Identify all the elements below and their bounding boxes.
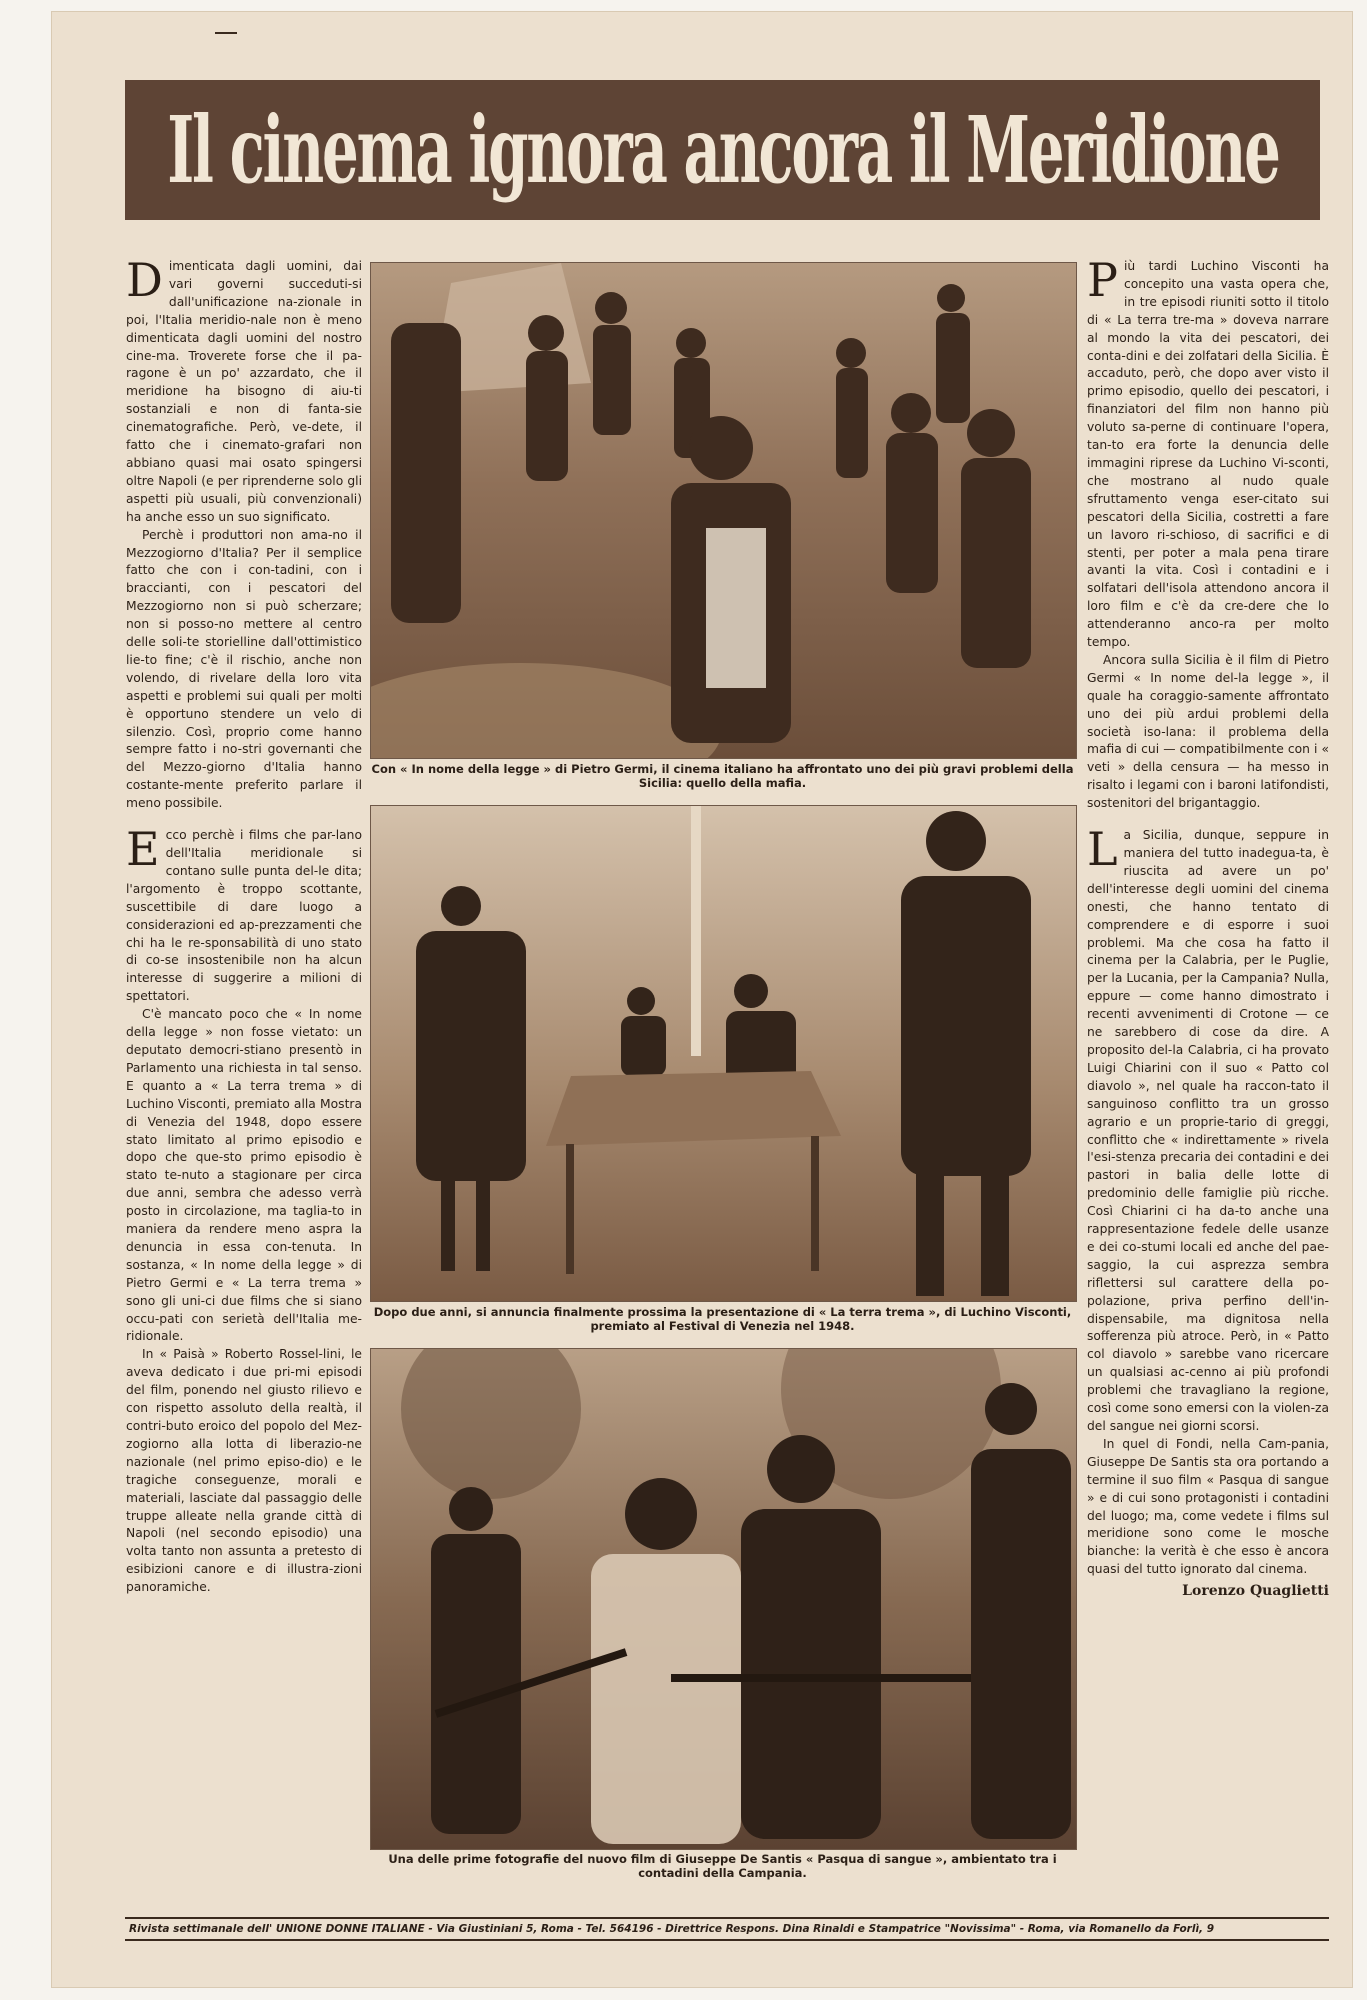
photo-caption: Dopo due anni, si annuncia finalmente prossima la presentazione di « La terra trema », di Luchino Visconti, premiato al Festival di Venezia nel 1948. [373, 1305, 1072, 1333]
photo-caption: Con « In nome della legge » di Pietro Germi, il cinema italiano ha affrontato uno dei più gravi problemi della Sicilia: quello della mafia. [371, 762, 1074, 790]
article-paragraph: Ancora sulla Sicilia è il film di Pietro Germi « In nome del-la legge », il quale ha coraggio-samente affrontato uno dei più ardui problemi della società iso-lana: il problema della mafia di cui — compatibilmente con i « veti » della censura — ha messo in risalto i legami con i baroni latifondisti, sostenitori del brigantaggio. [1087, 652, 1329, 811]
publication-footer: Rivista settimanale dell' UNIONE DONNE ITALIANE - Via Giustiniani 5, Roma - Tel. 564196 - Direttrice Respons. Dina Rinaldi e Stampatrice "Novissima" - Roma, via Romanello da Forlì, 9 [125, 1917, 1329, 1941]
article-paragraph: Ecco perchè i films che par-lano dell'Italia meridionale si contano sulle punta del-le dita; l'argomento è troppo scottante, suscettibile di dare luogo a considerazioni ed ap-prezzamenti che chi ha le re-sponsabilità di uno stato di co-se insostenibile non ha alcun interesse di suggerire a milioni di spettatori. [126, 822, 362, 1004]
drop-cap: D [126, 253, 163, 307]
left-article-column [126, 253, 362, 1597]
photo-caption: Una delle prime fotografie del nuovo film di Giuseppe De Santis « Pasqua di sangue », ambientato tra i contadini della Campania. [388, 1852, 1057, 1880]
article-paragraph: Perchè i produttori non ama-no il Mezzogiorno d'Italia? Per il semplice fatto che con i con-tadini, con i braccianti, con i pescatori del Mezzogiorno non si può scherzare; non si posso-no mettere al centro delle soli-te storielline dall'ottimistico lie-to fine; c'è il rischio, anche non volendo, di rivelare della loro vita aspetti e problemi sui quali per molti è opportuno stendere un velo di silenzio. Così, proprio come hanno sempre fatto i no-stri governanti che del Mezzo-giorno d'Italia hanno costante-mente preferito parlare il meno possibile. [126, 527, 362, 811]
article-paragraph: Più tardi Luchino Visconti ha concepito una vasta opera che, in tre episodi riuniti sotto il titolo di « La terra tre-ma » doveva narrare al mondo la vita dei pescatori, dei conta-dini e dei zolfatari della Sicilia. È accaduto, però, che dopo aver visto il primo episodio, quello dei pescatori, i finanziatori del film non hanno più voluto sa-perne di continuare l'opera, tan-to era forte la denuncia delle immagini riprese da Luchino Vi-sconti, che mostrano al nudo quale sfruttamento venga eser-citato sui pescatori della Sicilia, costretti a fare un lavoro ri-schioso, di sacrifici e di stenti, per poter a mala pena tirare avanti la vita. Così i contadini e i solfatari dell'isola attendono ancora il loro film e c'è da cre-dere che lo attenderanno anco-ra per molto tempo. [1087, 253, 1329, 650]
drop-cap: L [1087, 822, 1118, 877]
drop-cap: E [126, 822, 160, 877]
page-title: Il cinema ignora ancora il Meridione [166, 96, 1279, 204]
photo-in-nome-della-legge [370, 262, 1077, 759]
author-byline: Lorenzo Quaglietti [1182, 1583, 1329, 1600]
right-article-column [1087, 253, 1329, 1601]
drop-cap: P [1087, 253, 1118, 307]
photo-la-terra-trema [370, 805, 1077, 1302]
article-paragraph: In quel di Fondi, nella Cam-pania, Giuseppe De Santis sta ora portando a termine il suo film « Pasqua di sangue » e di cui sono protagonisti i contadini del luogo; ma, come vedete i films sul meridione sono come le mosche bianche: la verità è che esso è ancora quasi del tutto ignorato dal cinema. [1087, 1436, 1329, 1577]
article-paragraph: C'è mancato poco che « In nome della legge » non fosse vietato: un deputato democri-stiano presentò in Parlamento una richiesta in tal senso. E quanto a « La terra trema » di Luchino Visconti, premiato alla Mostra di Venezia del 1948, dopo essere stato limitato al primo episodio e dopo che que-sto primo episodio è stato te-nuto a stagionare per circa due anni, sembra che adesso verrà posto in circolazione, ma taglia-to in maniera da rendere meno aspra la denuncia in essa con-tenuta. In sostanza, « In nome della legge » di Pietro Germi e « La terra trema » sono gli uni-ci due films che si siano occu-pati con serietà dell'Italia me-ridionale. [126, 1007, 362, 1344]
article-paragraph: Dimenticata dagli uomini, dai vari governi succeduti-si dall'unificazione na-zionale in poi, l'Italia meridio-nale non è meno dimenticata dagli uomini del nostro cine-ma. Troverete forse che il pa-ragone è un po' azzardato, che il meridione ha bisogno di aiu-ti sostanziali e non di fanta-sie cinematografiche. Però, ve-dete, il fatto che i cinemato-grafari non abbiano quasi mai osato spingersi oltre Napoli (e per riprenderne solo gli aspetti più usuali, più convenzionali) ha anche esso un suo significato. [126, 253, 362, 524]
article-paragraph: In « Paisà » Roberto Rossel-lini, le aveva dedicato i due pri-mi episodi del film, ponendo nel giusto rilievo e con rispetto assoluto della realtà, il contri-buto eroico del popolo del Mez-zogiorno alla lotta di liberazio-ne nazionale (nel primo episo-dio) e le tragiche conseguenze, morali e materiali, lasciate dal passaggio delle truppe alleate nella grande città di Napoli (nel secondo episodio) una volta tanto non assunta a pretesto di esibizioni canore e di illustra-zioni panoramiche. [126, 1347, 362, 1595]
headline-banner [125, 80, 1320, 220]
article-paragraph: La Sicilia, dunque, seppure in maniera del tutto inadegua-ta, è riuscita ad avere un po' dell'interesse degli uomini del cinema onesti, che hanno tentato di comprendere e di esporre i suoi problemi. Ma che cosa ha fatto il cinema per la Calabria, per le Puglie, per la Lucania, per la Campania? Nulla, eppure — come hanno dimostrato i recenti avvenimenti di Crotone — ce ne sarebbero di cose da dire. A proposito del-la Calabria, ci ha provato Luigi Chiarini con il suo « Patto col diavolo », nel quale ha raccon-tato il sanguinoso conflitto tra un grosso agrario e un proprie-tario di greggi, conflitto che « indirettamente » rivela l'esi-stenza precaria dei contadini e dei pastori in balia delle lotte di predominio delle famiglie più ricche. Così Chiarini ci ha da-to anche una rappresentazione fedele delle usanze e dei co-stumi locali ed anche del pae-saggio, la cui asprezza sembra riflettersi sul carattere della po-polazione, priva perfino dell'in-dispensabile, ma dignitosa nella sofferenza più atroce. Però, in « Patto col diavolo » sarebbe vano ricercare un qualsiasi ac-cenno ai più profondi problemi che travagliano la regione, così come sono emersi con la violen-za del sangue nei giorni scorsi. [1087, 822, 1329, 1433]
photo-pasqua-di-sangue [370, 1348, 1077, 1850]
page-mark [215, 32, 237, 34]
